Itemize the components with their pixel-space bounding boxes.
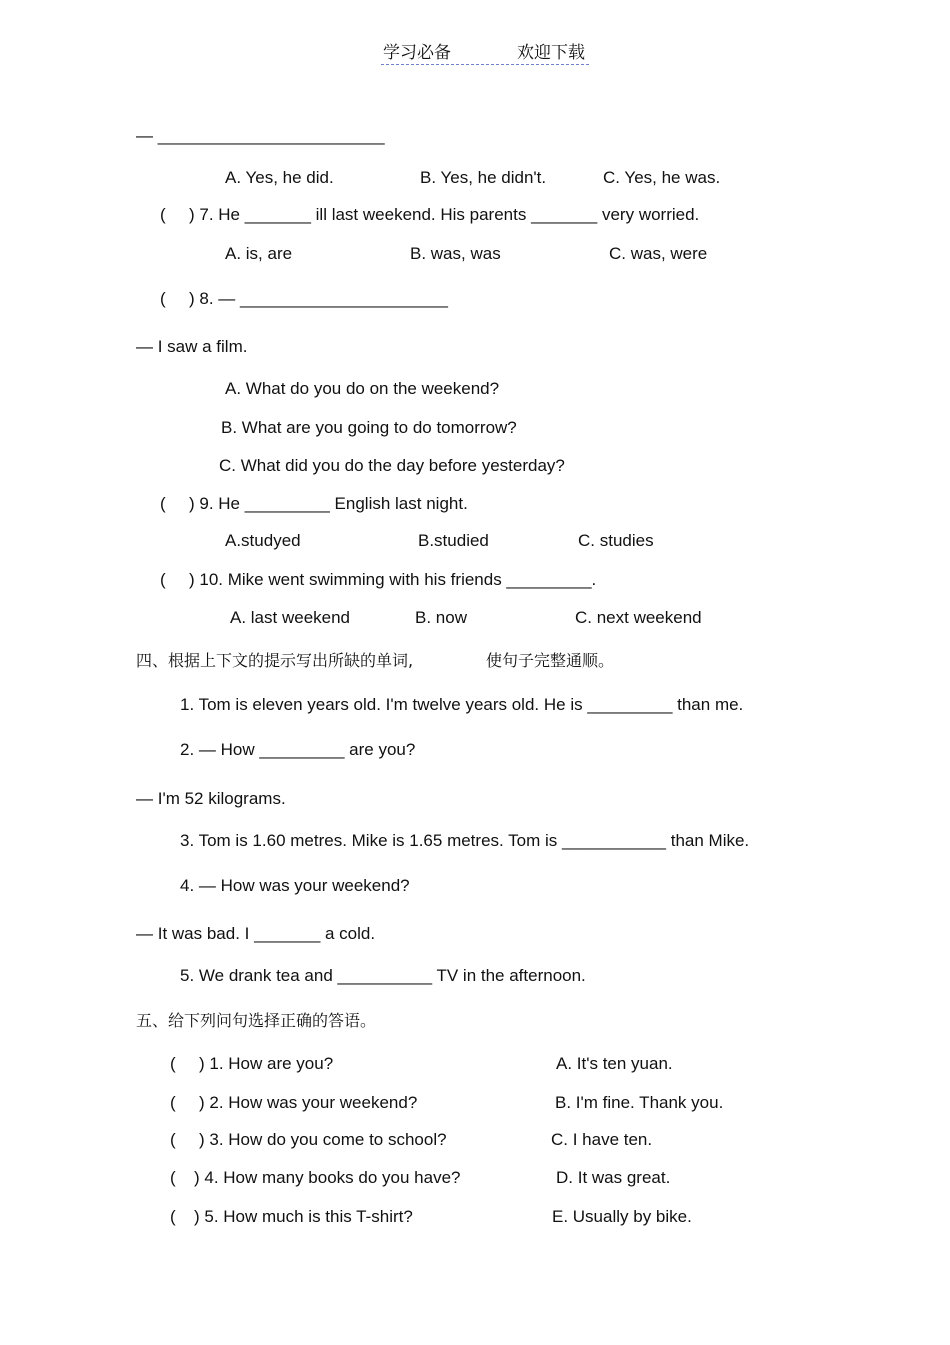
match-row-5-answer: E. Usually by bike. [552, 1207, 692, 1226]
match-row-3-answer: C. I have ten. [551, 1130, 653, 1149]
q6-option-a: A. Yes, he did. [225, 168, 334, 187]
q10-stem: ) 10. Mike went swimming with his friends _________. [189, 570, 597, 589]
section5-heading: 五、给下列问句选择正确的答语。 [136, 1011, 377, 1030]
q10-option-a: A. last weekend [230, 608, 351, 627]
header-right-text: 欢迎下载 [517, 43, 585, 63]
match-row-5-question: ) 5. How much is this T-shirt? [194, 1207, 413, 1226]
match-row-3-question: ) 3. How do you come to school? [199, 1130, 447, 1149]
q10-option-b: B. now [415, 608, 467, 627]
section4-item-5: 5. We drank tea and __________ TV in the afternoon. [180, 966, 586, 985]
q7-stem: ) 7. He _______ ill last weekend. His parents _______ very worried. [189, 205, 700, 224]
q8-option-b: B. What are you going to do tomorrow? [221, 418, 517, 437]
match-row-5-paren: ( [170, 1207, 176, 1226]
match-row-1-answer: A. It's ten yuan. [556, 1054, 673, 1073]
section4-item-2: 2. — How _________ are you? [180, 740, 416, 759]
match-row-2-paren: ( [170, 1093, 176, 1112]
q9-stem: ) 9. He _________ English last night. [189, 494, 468, 513]
q7-answer-paren: ( [160, 205, 166, 224]
section4-item-2-answer: — I'm 52 kilograms. [136, 789, 286, 808]
page-header [381, 42, 589, 65]
q9-answer-paren: ( [160, 494, 166, 513]
q6-answer-blank: — ________________________ [136, 126, 385, 145]
q9-option-a: A.studyed [225, 531, 301, 550]
q10-option-c: C. next weekend [575, 608, 702, 627]
q7-option-c: C. was, were [609, 244, 708, 263]
header-left-text: 学习必备 [383, 43, 451, 63]
match-row-1-question: ) 1. How are you? [199, 1054, 334, 1073]
q6-option-c: C. Yes, he was. [603, 168, 721, 187]
section4-item-3: 3. Tom is 1.60 metres. Mike is 1.65 metres. Tom is ___________ than Mike. [180, 831, 750, 850]
match-row-2-answer: B. I'm fine. Thank you. [555, 1093, 724, 1112]
q7-option-b: B. was, was [410, 244, 501, 263]
section4-heading-part2: 使句子完整通顺。 [486, 651, 615, 670]
match-row-4-paren: ( [170, 1168, 176, 1187]
q9-option-c: C. studies [578, 531, 654, 550]
q8-response-line: — I saw a film. [136, 337, 248, 356]
q8-option-a: A. What do you do on the weekend? [225, 379, 500, 398]
match-row-3-paren: ( [170, 1130, 176, 1149]
section4-item-4-answer: — It was bad. I _______ a cold. [136, 924, 376, 943]
section4-item-1: 1. Tom is eleven years old. I'm twelve years old. He is _________ than me. [180, 695, 744, 714]
q8-answer-paren: ( [160, 289, 166, 308]
q6-option-b: B. Yes, he didn't. [420, 168, 547, 187]
match-row-4-question: ) 4. How many books do you have? [194, 1168, 461, 1187]
match-row-1-paren: ( [170, 1054, 176, 1073]
match-row-4-answer: D. It was great. [556, 1168, 671, 1187]
q8-option-c: C. What did you do the day before yesterday? [219, 456, 565, 475]
section4-heading-part1: 四、根据上下文的提示写出所缺的单词, [136, 651, 414, 670]
q8-stem: ) 8. — ______________________ [189, 289, 449, 308]
section4-item-4: 4. — How was your weekend? [180, 876, 410, 895]
q9-option-b: B.studied [418, 531, 489, 550]
match-row-2-question: ) 2. How was your weekend? [199, 1093, 418, 1112]
q10-answer-paren: ( [160, 570, 166, 589]
q7-option-a: A. is, are [225, 244, 293, 263]
